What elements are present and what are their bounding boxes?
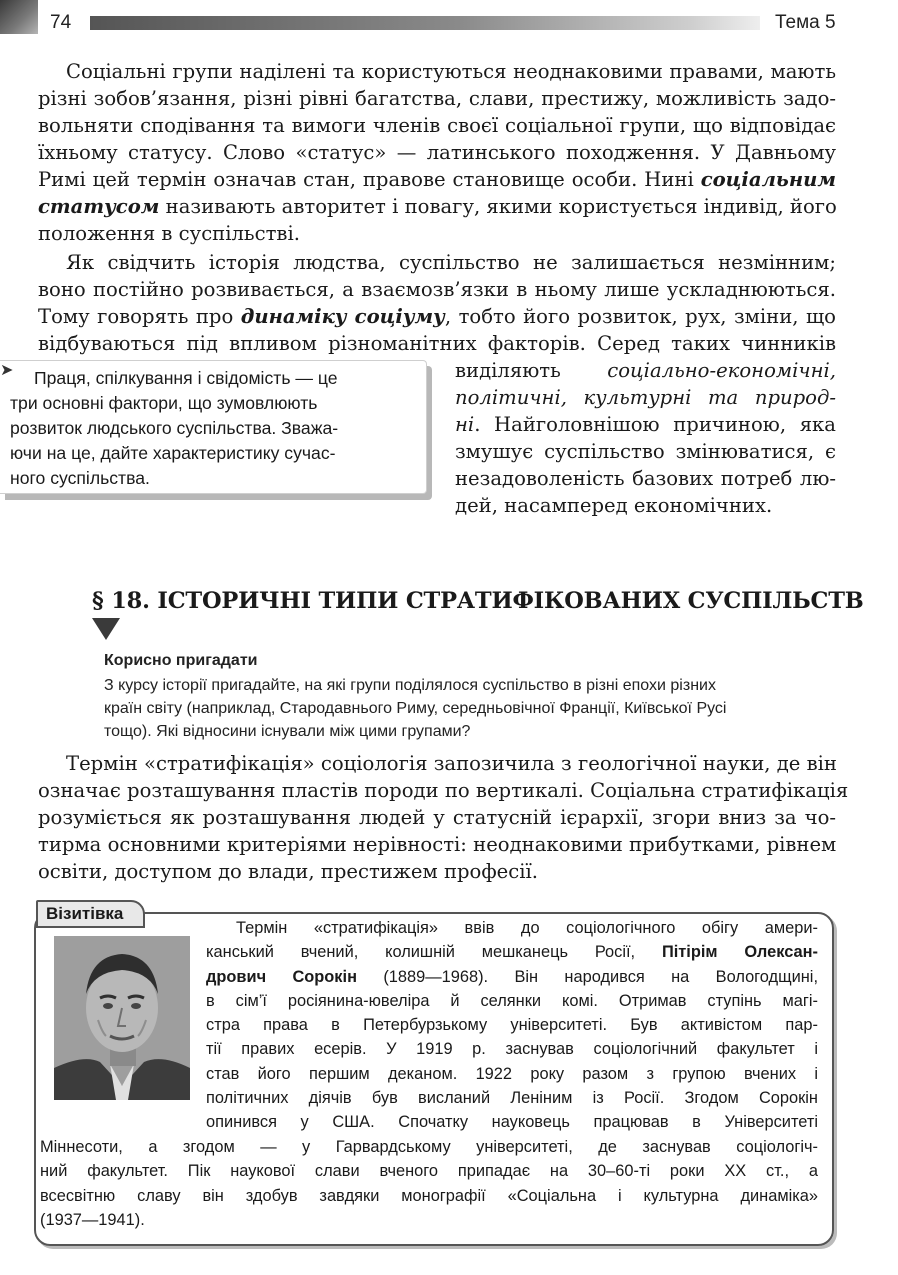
dynamics-paragraph bbox=[38, 249, 836, 357]
text-line: в сім’ї росіянина-ювеліра й селянки комі. Отримав ступінь магі- bbox=[206, 991, 818, 1010]
visit-card-tab: Візитівка bbox=[36, 900, 145, 928]
text-line: воно постійно розвивається, а взаємозв’язки в ньому лише ускладнюються. bbox=[38, 278, 836, 301]
text-line: відбуваються під впливом різноманітних факторів. Серед таких чинників bbox=[38, 332, 836, 355]
text-fragment: виділяють bbox=[455, 359, 561, 382]
question-text bbox=[10, 366, 420, 491]
header-bar bbox=[90, 16, 760, 30]
factor-types: соціально-економічні, bbox=[607, 359, 836, 382]
text-fragment: , тобто його розвиток, рух, зміни, що bbox=[444, 305, 836, 328]
term-dynamics: динаміку соціуму bbox=[240, 305, 445, 328]
text-line: різні зобов’язання, різні рівні багатства, слави, престижу, можливість задо- bbox=[38, 87, 836, 110]
term-social-status: соціальним bbox=[700, 168, 836, 191]
text-line: положення в суспільстві. bbox=[38, 222, 300, 245]
corner-decoration bbox=[0, 0, 38, 34]
text-line bbox=[38, 166, 836, 193]
text-line bbox=[455, 357, 836, 384]
section-title: § 18. ІСТОРИЧНІ ТИПИ СТРАТИФІКОВАНИХ СУСПІЛЬСТВ bbox=[92, 588, 864, 614]
text-line bbox=[38, 303, 836, 330]
page-number: 74 bbox=[50, 12, 72, 33]
term-social-status-cont: статусом bbox=[38, 195, 160, 218]
text-line: Міннесоти, а згодом — у Гарвардському університеті, де заснував соціологіч- bbox=[40, 1138, 818, 1156]
dynamics-right-column bbox=[455, 357, 836, 519]
card-text-right bbox=[206, 916, 818, 1135]
recall-text bbox=[104, 674, 834, 743]
text-fragment: . Найголовнішою причиною, яка bbox=[474, 413, 836, 436]
text-fragment: Римі цей термін означав стан, правове становище особи. Нині bbox=[38, 168, 701, 191]
text-line: стра права в Петербурзькому університеті. Був активістом пар- bbox=[206, 1016, 818, 1035]
factor-types-cont: політичні, культурні та природ- bbox=[455, 386, 836, 409]
text-line: розуміється як розташування людей у статусній ієрархії, згори вниз за чо- bbox=[38, 806, 836, 829]
text-line: тії правих есерів. У 1919 р. заснував соціологічний факультет і bbox=[206, 1040, 818, 1059]
card-text-full bbox=[40, 1135, 818, 1232]
theme-label: Тема 5 bbox=[775, 12, 836, 33]
text-line: тощо). Які відносини існували між цими групами? bbox=[104, 723, 471, 740]
text-line: Як свідчить історія людства, суспільство не залишається незмінним; bbox=[66, 251, 836, 274]
text-line: ного суспільства. bbox=[10, 468, 150, 488]
text-line: незадоволеність базових потреб лю- bbox=[455, 467, 836, 490]
intro-paragraph bbox=[38, 58, 836, 247]
text-line: країн світу (наприклад, Стародавнього Риму, середньовічної Франції, Київської Русі bbox=[104, 700, 727, 717]
text-line: освіти, доступом до влади, престижем професії. bbox=[38, 860, 539, 883]
text-line: ючи на це, дайте характеристику сучас- bbox=[10, 443, 336, 463]
portrait-image bbox=[54, 936, 190, 1100]
text-line: тирма основними критеріями нерівності: неоднаковими прибутками, рівнем bbox=[38, 833, 837, 856]
text-fragment: (1889—1968). Він народився на Вологодщині, bbox=[356, 967, 819, 986]
text-line: Термін «стратифікація» ввів до соціологічного обігу амери- bbox=[236, 919, 818, 937]
text-line: Термін «стратифікація» соціологія запозичила з геологічної науки, де він bbox=[66, 752, 837, 775]
text-line: змушує суспільство змінюватися, є bbox=[455, 440, 836, 463]
text-line: Соціальні групи наділені та користуються неоднаковими правами, мають bbox=[66, 60, 836, 83]
text-fragment: називають авторитет і повагу, якими користується індивід, його bbox=[159, 195, 837, 218]
text-line: означає розташування пластів породи по вертикалі. Соціальна стратифікація bbox=[38, 779, 849, 802]
text-line: їхньому статусу. Слово «статус» — латинського походження. У Давньому bbox=[38, 141, 836, 164]
text-line bbox=[455, 411, 836, 438]
portrait-photo bbox=[54, 936, 190, 1100]
text-line bbox=[38, 193, 836, 220]
text-line: З курсу історії пригадайте, на які групи поділялося суспільство в різні епохи різних bbox=[104, 677, 716, 694]
recall-heading: Корисно пригадати bbox=[104, 652, 258, 669]
text-line: ний факультет. Пік наукової слави вченого припадає на 30–60-ті роки XX ст., а bbox=[40, 1162, 818, 1181]
arrow-marker-icon: ➤ bbox=[0, 360, 14, 379]
text-line: став його першим деканом. 1922 року разом з групою вчених і bbox=[206, 1064, 818, 1083]
person-name-cont: дрович Сорокін bbox=[206, 967, 357, 986]
text-line: опинився у США. Спочатку науковець працював в Університеті bbox=[206, 1113, 818, 1132]
stratification-paragraph bbox=[38, 750, 849, 885]
triangle-marker-icon bbox=[92, 618, 120, 640]
text-line: (1937—1941). bbox=[40, 1210, 145, 1229]
factor-types-end: ні bbox=[455, 413, 475, 436]
text-line: всесвітню славу він здобув завдяки монографії «Соціальна і культурна динаміка» bbox=[40, 1186, 818, 1205]
text-line bbox=[206, 940, 818, 964]
text-line: вольняти сподівання та вимоги членів своєї соціальної групи, що відповідає bbox=[38, 114, 836, 137]
text-line: три основні фактори, що зумовлюють bbox=[10, 393, 318, 413]
text-line: розвиток людського суспільства. Зважа- bbox=[10, 418, 339, 438]
text-line: Праця, спілкування і свідомість — це bbox=[34, 368, 338, 388]
text-line bbox=[206, 965, 818, 989]
person-name: Пітірім Олексан- bbox=[661, 943, 818, 962]
text-fragment: канський вчений, колишній мешканець Росії, bbox=[206, 943, 662, 962]
text-fragment: Тому говорять про bbox=[38, 305, 241, 328]
text-line: дей, насамперед економічних. bbox=[455, 494, 773, 517]
text-line: політичних діячів був висланий Леніним із Росії. Згодом Сорокін bbox=[206, 1089, 818, 1108]
